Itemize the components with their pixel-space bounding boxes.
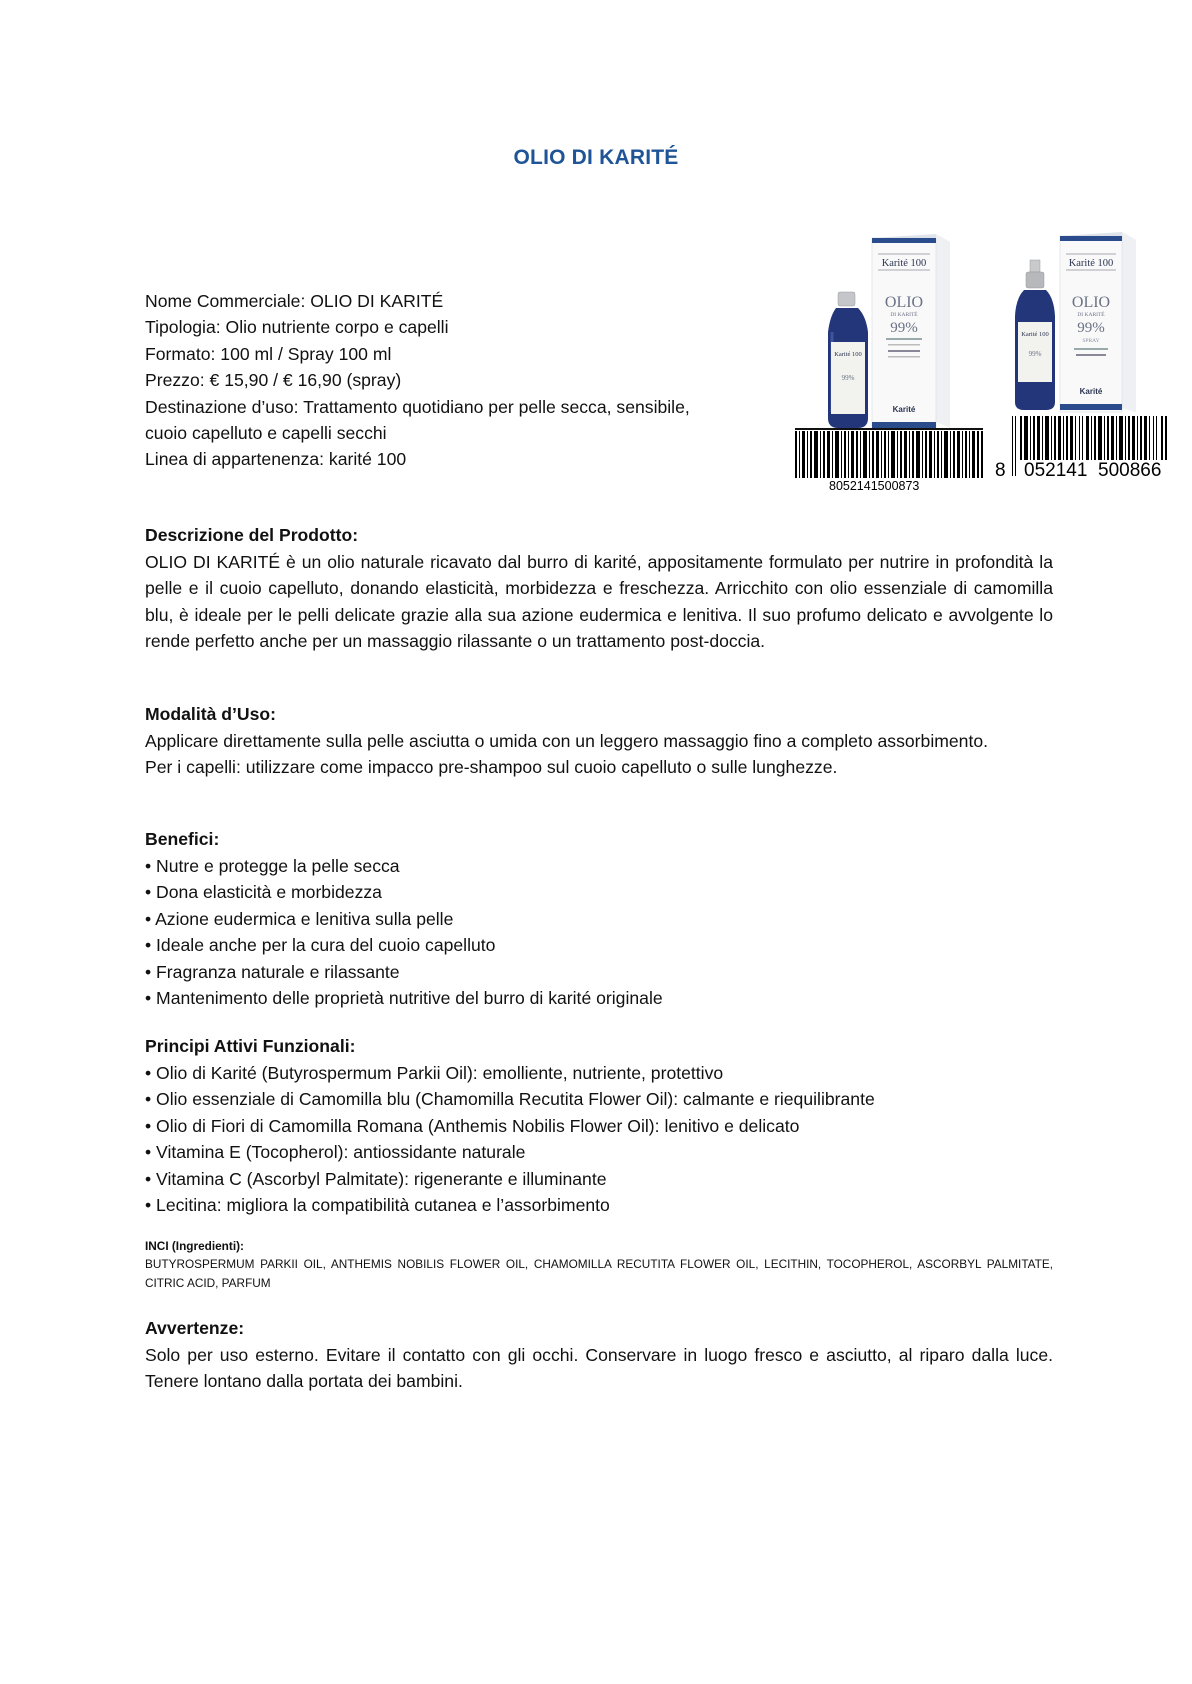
list-item: • Nutre e protegge la pelle secca [145, 855, 400, 876]
section-body: OLIO DI KARITÉ è un olio naturale ricavato dal burro di karité, appositamente formulato per nutrire in profondità la pelle e il cuoio capelluto, donando elasticità, morbidezza e freschezza. Arricchito con olio essenziale di camomilla blu, è ideale per le pelli delicate grazie alla sua azione eudermica e lenitiva. Il suo profumo delicato e avvolgente lo rende perfetto anche per un massaggio rilassante o un trattamento post-doccia. [145, 551, 1053, 651]
barcode-number-spray-left: 052141 [1024, 460, 1088, 481]
svg-text:99%: 99% [841, 374, 855, 382]
svg-text:99%: 99% [1028, 350, 1042, 358]
svg-text:OLIO: OLIO [884, 294, 924, 311]
barcode-number-bottle: 8052141500873 [829, 479, 920, 493]
list-item: • Olio di Karité (Butyrospermum Parkii Oil): emolliente, nutriente, protettivo [145, 1062, 724, 1083]
list-item: • Mantenimento delle proprietà nutritive del burro di karité originale [145, 988, 663, 1008]
svg-text:99%: 99% [1077, 320, 1105, 336]
svg-text:Karité 100: Karité 100 [834, 351, 862, 358]
info-line-tipologia: Tipologia: Olio nutriente corpo e capelli [145, 317, 449, 338]
list-item: • Lecitina: migliora la compatibilità cutanea e l’assorbimento [145, 1195, 610, 1215]
svg-text:Karité 100: Karité 100 [1068, 258, 1114, 269]
list-item: • Dona elasticità e morbidezza [145, 882, 382, 902]
product-image-bottle [824, 232, 974, 432]
list-item: • Olio di Fiori di Camomilla Romana (Anthemis Nobilis Flower Oil): lenitivo e delicato [145, 1115, 800, 1136]
section-heading: INCI (Ingredienti): [145, 1239, 244, 1253]
list-item: • Ideale anche per la cura del cuoio capelluto [145, 935, 496, 955]
section-principi-attivi [145, 1033, 1053, 1219]
list-item: • Fragranza naturale e rilassante [145, 961, 400, 982]
svg-text:DI KARITÉ: DI KARITÉ [1077, 312, 1105, 318]
svg-text:Karité 100: Karité 100 [1021, 331, 1049, 338]
section-body [145, 728, 1053, 781]
info-line-destinazione: Destinazione d’uso: Trattamento quotidiano per pelle secca, sensibile, [145, 396, 690, 417]
section-body: Solo per uso esterno. Evitare il contatto con gli occhi. Conservare in luogo fresco e asciutto, al riparo dalla luce. Tenere lontano dalla portata dei bambini. [145, 1344, 1053, 1391]
info-line-nome: Nome Commerciale: OLIO DI KARITÉ [145, 291, 444, 311]
bullet-list [145, 1060, 1053, 1219]
barcode-number-spray-right: 500866 [1098, 460, 1162, 481]
list-item: • Azione eudermica e lenitiva sulla pelle [145, 908, 454, 929]
bullet-list [145, 853, 1053, 1012]
section-heading: Descrizione del Prodotto: [145, 525, 359, 545]
info-line-destinazione-cont: cuoio capelluto e capelli secchi [145, 423, 387, 444]
section-avvertenze [145, 1315, 1053, 1395]
section-heading: Benefici: [145, 829, 220, 849]
product-info-block [145, 288, 785, 473]
page-title: OLIO DI KARITÉ [513, 146, 679, 169]
svg-text:99%: 99% [890, 320, 918, 336]
barcode-bottle [795, 428, 983, 478]
product-images [795, 232, 1175, 497]
svg-text:SPRAY: SPRAY [1082, 338, 1100, 344]
svg-text:OLIO: OLIO [1071, 294, 1111, 311]
svg-text:Karité: Karité [892, 405, 916, 414]
info-line-linea: Linea di appartenenza: karité 100 [145, 449, 407, 470]
section-benefici [145, 826, 1053, 1012]
barcode-number-spray-prefix: 8 [995, 460, 1006, 481]
section-modalita [145, 701, 1053, 781]
section-inci [145, 1237, 1053, 1293]
section-descrizione [145, 522, 1053, 655]
section-heading: Modalità d’Uso: [145, 704, 276, 724]
list-item: • Olio essenziale di Camomilla blu (Chamomilla Recutita Flower Oil): calmante e riequilibrante [145, 1089, 875, 1109]
svg-text:Karité: Karité [1079, 387, 1103, 396]
paragraph: Applicare direttamente sulla pelle asciutta o umida con un leggero massaggio fino a completo assorbimento. [145, 730, 989, 751]
info-line-prezzo: Prezzo: € 15,90 / € 16,90 (spray) [145, 370, 402, 391]
info-line-formato: Formato: 100 ml / Spray 100 ml [145, 343, 392, 364]
section-heading: Avvertenze: [145, 1318, 245, 1338]
section-heading: Principi Attivi Funzionali: [145, 1036, 356, 1056]
list-item: • Vitamina C (Ascorbyl Palmitate): rigenerante e illuminante [145, 1168, 607, 1189]
svg-text:DI KARITÉ: DI KARITÉ [890, 312, 918, 318]
svg-text:Karité 100: Karité 100 [881, 258, 927, 269]
product-image-spray [1010, 232, 1160, 432]
paragraph: Per i capelli: utilizzare come impacco pre-shampoo sul cuoio capelluto o sulle lunghezze. [145, 757, 838, 777]
section-body: BUTYROSPERMUM PARKII OIL, ANTHEMIS NOBILIS FLOWER OIL, CHAMOMILLA RECUTITA FLOWER OIL, LECITHIN, TOCOPHEROL, ASCORBYL PALMITATE, CITRIC ACID, PARFUM [145, 1257, 1053, 1290]
list-item: • Vitamina E (Tocopherol): antiossidante naturale [145, 1142, 526, 1162]
